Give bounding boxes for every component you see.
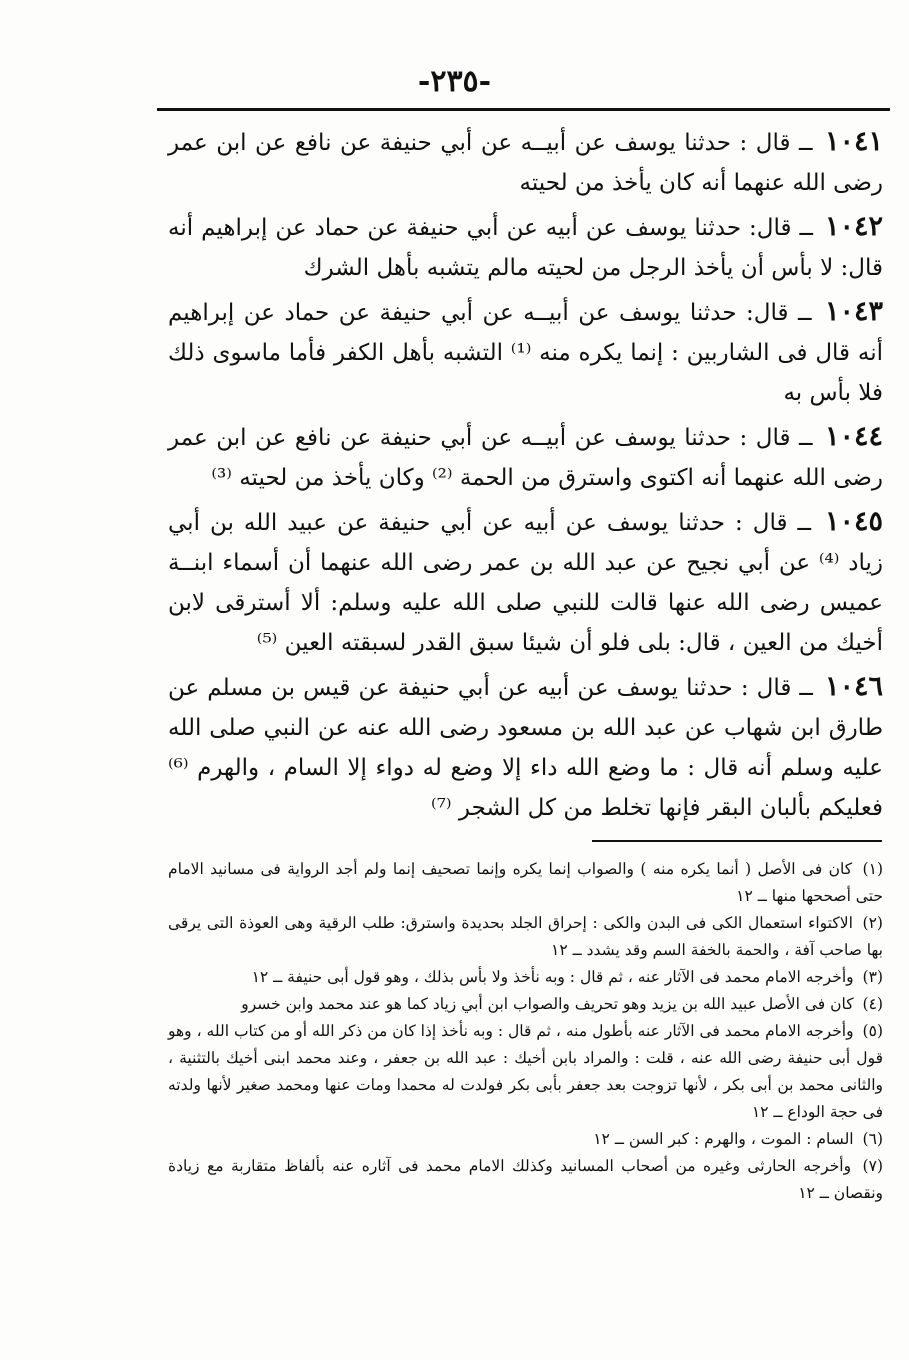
footnote-text: الاكتواء استعمال الكى فى البدن والكى : إحراق الجلد بحديدة واسترق: طلب الرقية وهى العوذة التى يرقى بها صاحب آفة ، والحمة بالخفة السم وقد يشدد ــ ١٢	[168, 914, 883, 959]
footnote-text: وأخرجه الامام محمد فى الآثار عنه بأطول منه ، ثم قال : وبه نأخذ إذا كان من ذكر الله أو من كتاب الله ، وهو قول أبى حنيفة رضى الله عنه ، قلت : والمراد بابن أخيك : عبد الله بن جعفر ، وعند محمد ابنى أخيك بالتثنية ، والثانى محمد بن أبى بكر ، لأنها تزوجت بعد جعفر بأبى بكر فولدت له محمدا ومات عنها ومحمد صغير لأنها ولدته فى حجة الوداع ــ ١٢	[168, 1022, 883, 1121]
hadith-text: ــ قال : حدثنا يوسف عن أبيه عن أبي حنيفة عن قيس بن مسلم عن طارق ابن شهاب عن عبد الله بن مسعود رضى الله عنه عن النبي صلى الله عليه وسلم أنه قال : ما وضع الله داء إلا وضع له دواء إلا السام ، والهرم ⁽⁶⁾ فعليكم بألبان البقر فإنها تخلط من كل الشجر ⁽⁷⁾	[168, 675, 883, 821]
footnote-marker: (٥)	[862, 1022, 883, 1040]
hadith-entry	[168, 502, 883, 663]
footnote-text: كان فى الأصل ( أنما يكره منه ) والصواب إنما يكره وإنما تصحيف إنما ولم أجد الرواية فى مسانيد الامام حتى أصححها منها ــ ١٢	[168, 860, 883, 905]
footnote-marker: (٤)	[862, 995, 883, 1013]
footnote	[168, 1126, 883, 1153]
hadith-entry	[168, 417, 883, 498]
hadith-entry	[168, 667, 883, 828]
footnote-marker: (٧)	[862, 1157, 883, 1175]
hadith-text: ــ قال: حدثنا يوسف عن أبيــه عن أبي حنيفة عن حماد عن إبراهيم أنه قال فى الشاربين : إنما يكره منه ⁽¹⁾ التشبه بأهل الكفر فأما ماسوى ذلك فلا بأس به	[168, 300, 883, 406]
footnote-marker: (٣)	[862, 968, 883, 986]
hadith-number: ١٠٤٤	[824, 421, 883, 452]
footnote	[168, 910, 883, 964]
footnote	[168, 1153, 883, 1207]
hadith-entry	[168, 207, 883, 288]
hadith-entry	[168, 292, 883, 413]
footnotes	[168, 856, 883, 1207]
footnote-marker: (٢)	[862, 914, 883, 932]
hadith-text: ــ قال: حدثنا يوسف عن أبيه عن أبي حنيفة عن حماد عن إبراهيم أنه قال: لا بأس أن يأخذ الرجل من لحيته مالم يتشبه بأهل الشرك	[168, 215, 883, 281]
footnote-marker: (١)	[862, 860, 883, 878]
page-number: -٢٣٥-	[417, 64, 492, 99]
footnote	[168, 991, 883, 1018]
hadith-number: ١٠٤٥	[824, 506, 883, 537]
hadith-number: ١٠٤٦	[824, 671, 883, 702]
footnote-marker: (٦)	[862, 1130, 883, 1148]
hadith-entry	[168, 122, 883, 203]
footnote-text: وأخرجه الحارثى وغيره من أصحاب المسانيد وكذلك الامام محمد فى آثاره عنه بألفاظ متقاربة مع زيادة ونقصان ــ ١٢	[168, 1157, 883, 1202]
footnote	[168, 1018, 883, 1126]
footnote	[168, 856, 883, 910]
footnote-text: السام : الموت ، والهرم : كبر السن ــ ١٢	[593, 1130, 854, 1148]
hadith-text: ــ قال : حدثنا يوسف عن أبيه عن أبي حنيفة عن عبيد الله بن أبي زياد ⁽⁴⁾ عن أبي نجيح عن عبد الله بن عمر رضى الله عنهما أن أسماء ابنــة عميس رضى الله عنها قالت للنبي صلى الله عليه وسلم: ألا أسترقى لابن أخيك من العين ، قال: بلى فلو أن شيئا سبق القدر لسبقته العين ⁽⁵⁾	[168, 510, 883, 656]
hadith-number: ١٠٤٣	[825, 296, 884, 327]
hadith-text: ــ قال : حدثنا يوسف عن أبيــه عن أبي حنيفة عن نافع عن ابن عمر رضى الله عنهما أنه اكتوى واسترق من الحمة ⁽²⁾ وكان يأخذ من لحيته ⁽³⁾	[168, 425, 883, 491]
header-rule	[157, 108, 890, 111]
footnote-rule	[592, 840, 882, 842]
footnote-text: كان فى الأصل عبيد الله بن يزيد وهو تحريف والصواب ابن أبي زياد كما هو عند محمد وابن خسرو	[241, 995, 854, 1013]
footnote	[168, 964, 883, 991]
main-text	[168, 122, 883, 828]
hadith-text: ــ قال : حدثنا يوسف عن أبيــه عن أبي حنيفة عن نافع عن ابن عمر رضى الله عنهما أنه كان يأخذ من لحيته	[168, 130, 883, 196]
footnote-text: وأخرجه الامام محمد فى الآثار عنه ، ثم قال : وبه نأخذ ولا بأس بذلك ، وهو قول أبى حنيفة ــ ١٢	[251, 968, 854, 986]
hadith-number: ١٠٤١	[824, 126, 883, 157]
hadith-number: ١٠٤٢	[825, 211, 884, 242]
